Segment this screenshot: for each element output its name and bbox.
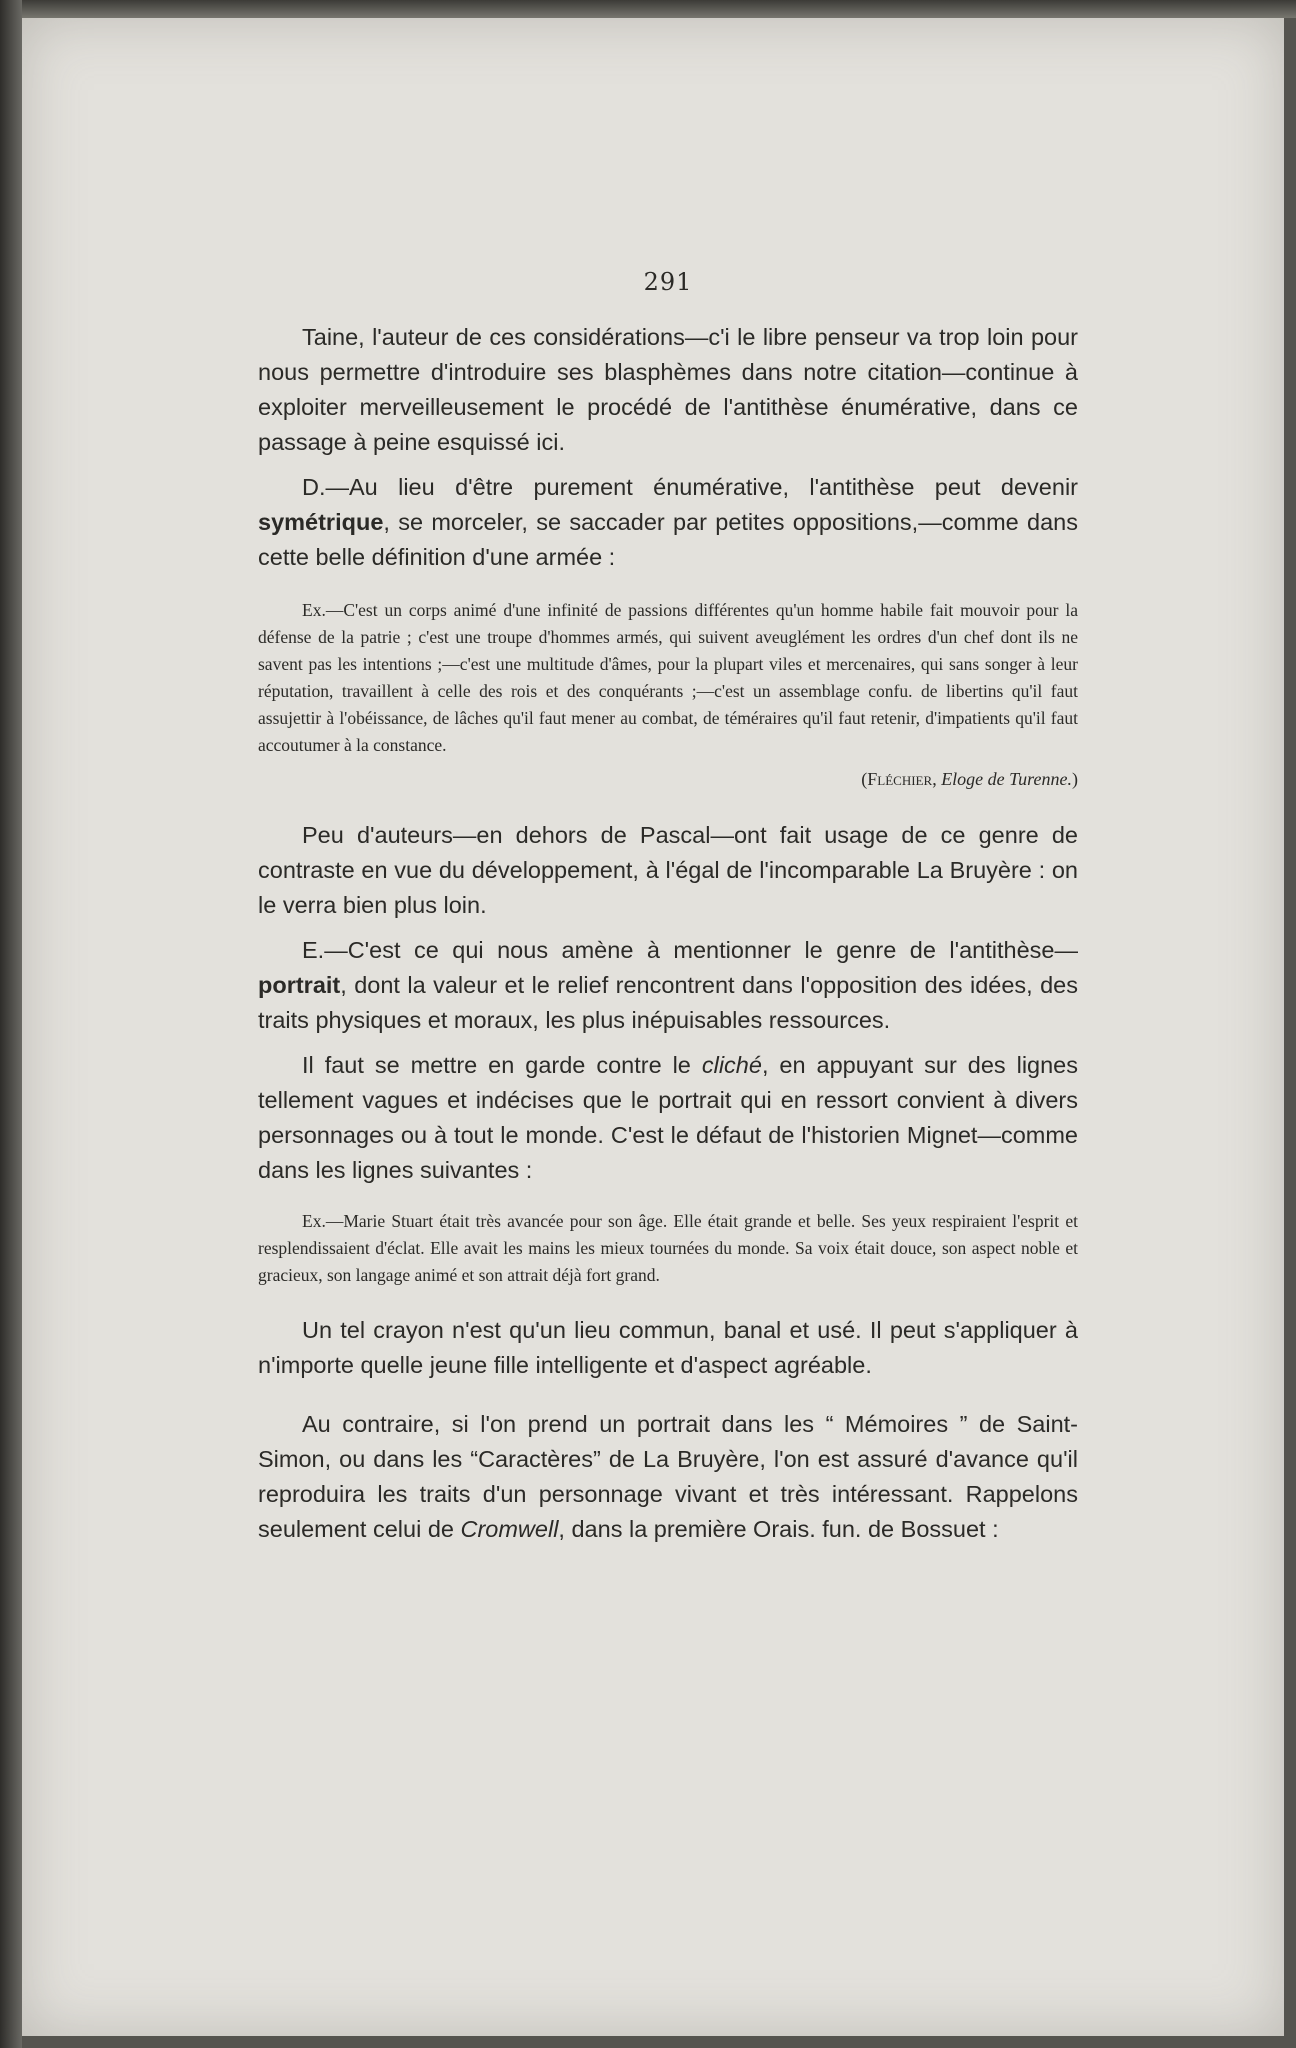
paragraph-saint-simon-start: Au contraire, si l'on prend un portrait dans les “ Mémoires ” de Saint-Simon, ou dans les “Caractères” de La Bruyère, l'on est assuré d'avance qu'il reproduira les traits d'un personnage vivant et très intéressant. Rappelons seulement celui de [258,1411,1078,1542]
scan-left-edge [0,0,22,2048]
scan-top-edge [0,0,1296,18]
paragraph-cliche [258,1048,1078,1188]
quotation-mignet: Ex.—Marie Stuart était très avancée pour son âge. Elle était grande et belle. Ses yeux respiraient l'esprit et resplendissaient d'éclat. Elle avait les mains les mieux tournées du monde. Sa voix était douce, son aspect noble et gracieux, son langage animé et son attrait déjà fort grand. [258,1211,1078,1285]
paragraph-saint-simon-end: , dans la première Orais. fun. de Bossuet : [558,1516,999,1542]
paragraph-cliche-end: , en appuyant sur des lignes tellement vagues et indécises que le portrait qui en ressort convient à divers personnages ou à tout le monde. C'est le défaut de l'historien Mignet—comme dans les lignes suivantes : [258,1052,1078,1183]
paragraph-d-symetrique [258,470,1078,575]
term-portrait: portrait [258,972,341,998]
paragraph-taine: Taine, l'auteur de ces considérations—c'i le libre penseur va trop loin pour nous permettre d'introduire ses blasphèmes dans notre citation—continue à exploiter merveilleusement le procédé de l'antithèse énumérative, dans ce passage à peine esquissé ici. [258,324,1078,455]
paragraph-e-text-start: E.—C'est ce qui nous amène à mentionner le genre de l'antithèse— [302,937,1078,963]
source-work: Eloge de Turenne. [941,769,1072,789]
paragraph-gap [258,1393,1078,1407]
quotation-flechier: Ex.—C'est un corps animé d'une infinité de passions différentes qu'un homme habile fait mouvoir pour la défense de la patrie ; c'est une troupe d'hommes armés, qui suivent aveuglément les ordres d'un chef dont ils ne savent pas les intentions ;—c'est une multitude d'âmes, pour la plupart viles et mercenaires, qui sans songer à leur réputation, travaillent à celle des rois et des conquérants ;—c'est un assemblage confu. de libertins qu'il faut assujettir à l'obéissance, de lâches qu'il faut mener au combat, de téméraires qu'il faut retenir, d'impatients qu'il faut accoutumer à la constance. [258,600,1078,755]
term-cliche: cliché [701,1052,762,1078]
paragraph-crayon: Un tel crayon n'est qu'un lieu commun, banal et usé. Il peut s'appliquer à n'importe quelle jeune fille intelligente et d'aspect agréable. [258,1317,1078,1378]
source-author: Fléchier [867,769,933,789]
citation-source: (Fléchier, Eloge de Turenne.) [861,769,1078,789]
paragraph-saint-simon [258,1407,1078,1547]
book-page [22,18,1284,2036]
term-symetrique: symétrique [258,509,384,535]
paragraph-cliche-start: Il faut se mettre en garde contre le [302,1052,702,1078]
paragraph-pascal: Peu d'auteurs—en dehors de Pascal—ont fait usage de ce genre de contraste en vue du développement, à l'égal de l'incomparable La Bruyère : on le verra bien plus loin. [258,822,1078,918]
page-number: 291 [643,268,693,296]
paragraph-d-text-end: , se morceler, se saccader par petites oppositions,—comme dans cette belle définition d'une armée : [258,509,1078,570]
paragraph-e-text-end: , dont la valeur et le relief rencontrent dans l'opposition des idées, des traits physiques et moraux, les plus inépuisables ressources. [258,972,1078,1033]
paragraph-e-portrait [258,933,1078,1038]
term-cromwell: Cromwell [460,1516,559,1542]
page-text [258,268,1078,1557]
paragraph-d-text-start: D.—Au lieu d'être purement énumérative, l'antithèse peut devenir [302,474,1078,500]
